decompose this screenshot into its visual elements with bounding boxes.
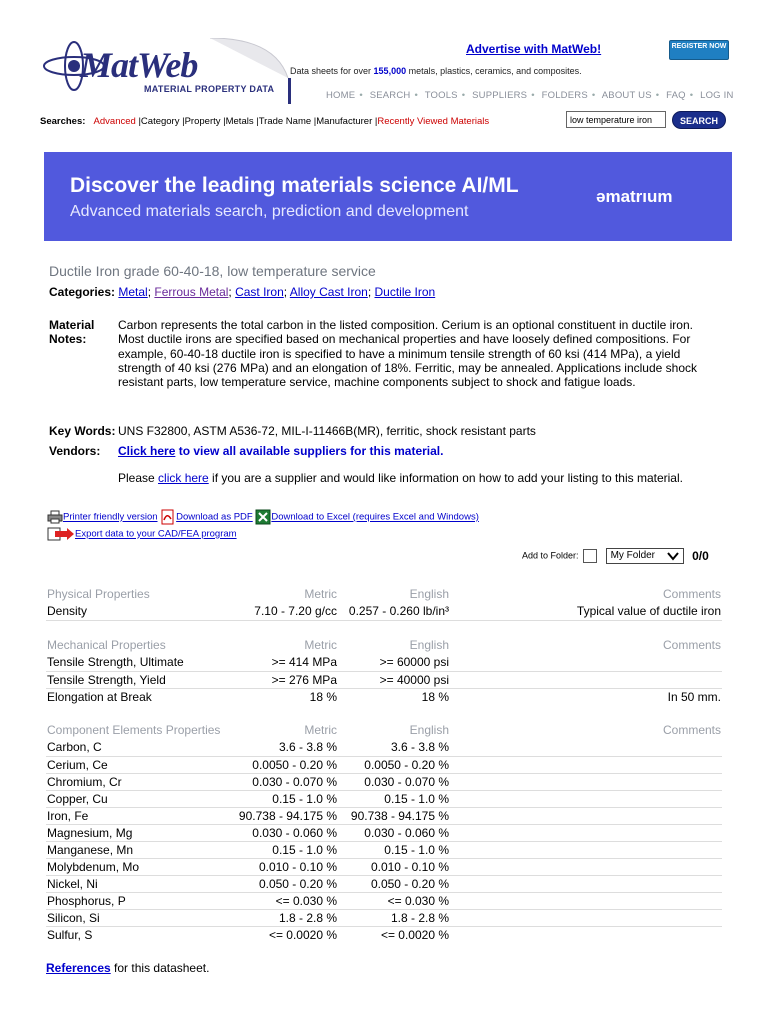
table-row: [46, 875, 722, 892]
export-cad-link[interactable]: Export data to your CAD/FEA program: [75, 528, 237, 540]
nav-home[interactable]: HOME: [326, 90, 356, 101]
english-value: 18 %: [421, 689, 449, 704]
metric-header: Metric: [304, 638, 337, 652]
metric-value: 90.738 - 94.175 %: [224, 807, 338, 824]
material-title: Ductile Iron grade 60-40-18, low temperature service: [49, 263, 376, 279]
printer-icon: [47, 510, 63, 524]
comments-header: Comments: [662, 723, 721, 737]
property-name[interactable]: Elongation at Break: [47, 689, 152, 704]
metric-header: Metric: [304, 587, 337, 601]
comment-value: [450, 756, 722, 773]
search-input[interactable]: [566, 111, 666, 128]
category-link-cast-iron[interactable]: Cast Iron: [235, 285, 284, 299]
metric-value: >= 414 MPa: [224, 654, 338, 671]
english-header: English: [409, 587, 449, 601]
export-cad-row: [47, 527, 237, 541]
element-name: Chromium, Cr: [46, 773, 224, 790]
metric-value: 0.030 - 0.070 %: [224, 773, 338, 790]
material-notes-label: Material Notes:: [49, 318, 95, 346]
comment-value: [450, 841, 722, 858]
table-row: [46, 773, 722, 790]
register-label: REGISTER NOW: [671, 43, 727, 50]
components-header: Component Elements Properties: [47, 723, 221, 737]
keywords-text: UNS F32800, ASTM A536-72, MIL-I-11466B(MR), ferritic, shock resistant parts: [118, 424, 536, 438]
supplier-click-here-link[interactable]: click here: [158, 471, 209, 485]
category-link-alloy-cast-iron[interactable]: Alloy Cast Iron: [289, 285, 368, 299]
nav-tools[interactable]: TOOLS: [424, 90, 458, 101]
search-manufacturer-link[interactable]: Manufacturer: [316, 116, 373, 127]
top-nav: HOME • SEARCH • TOOLS • SUPPLIERS • FOLDERS • ABOUT US • FAQ • LOG IN: [326, 90, 734, 101]
logo-text: MatWeb: [80, 45, 198, 85]
metric-value: 18 %: [309, 689, 337, 704]
material-notes-text: Carbon represents the total carbon in the listed composition. Cerium is an optional constituent in ductile iron. Most ductile irons are specified based on mechanical properties and have loosely defined compositions. For example, 60-40-18 ductile iron is specified to have a minimum tensile strength of 60 ksi (414 MPa), a yield strength of 40 ksi (276 MPa) and an elongation of 18%. Ferritic, may be annealed. Applications include shock resistant parts, low temperature service, machine components subject to shock and fatigue loads.: [118, 318, 698, 390]
search-metals-link[interactable]: Metals: [225, 116, 254, 127]
element-name: Sulfur, S: [47, 927, 93, 942]
search-property-link[interactable]: Property: [184, 116, 221, 127]
comment-value: [450, 926, 722, 943]
comment-value: [450, 654, 722, 671]
banner-subheadline: Advanced materials search, prediction and development: [70, 203, 469, 220]
register-now-button[interactable]: [669, 40, 729, 60]
search-tradename-link[interactable]: Trade Name: [258, 116, 312, 127]
table-row: [46, 671, 722, 688]
comment-value: [450, 824, 722, 841]
element-name: Iron, Fe: [46, 807, 224, 824]
nav-search[interactable]: SEARCH: [369, 90, 411, 101]
comment-value: [450, 790, 722, 807]
search-category-link[interactable]: Category: [140, 116, 180, 127]
category-link-metal[interactable]: Metal: [118, 285, 148, 299]
metric-value: >= 276 MPa: [224, 671, 338, 688]
element-name: Carbon, C: [46, 739, 224, 756]
english-value: <= 0.0020 %: [380, 927, 449, 942]
metric-value: <= 0.030 %: [224, 892, 338, 909]
metric-value: <= 0.0020 %: [268, 927, 337, 942]
property-name[interactable]: Tensile Strength, Ultimate: [46, 654, 224, 671]
table-row: [46, 790, 722, 807]
english-value: >= 40000 psi: [338, 671, 450, 688]
category-link-ductile-iron[interactable]: Ductile Iron: [374, 285, 436, 299]
metric-header: Metric: [304, 723, 337, 737]
printer-friendly-link[interactable]: Printer friendly version: [63, 511, 158, 523]
metric-value: 3.6 - 3.8 %: [224, 739, 338, 756]
metric-value: 0.050 - 0.20 %: [224, 875, 338, 892]
keywords-label: Key Words:: [49, 424, 116, 438]
search-button[interactable]: SEARCH: [672, 111, 726, 129]
metric-value: 1.8 - 2.8 %: [224, 909, 338, 926]
physical-header: Physical Properties: [47, 587, 150, 601]
english-value: 0.15 - 1.0 %: [338, 841, 450, 858]
banner-headline: Discover the leading materials science AI/ML: [70, 174, 519, 197]
component-elements-table: [46, 721, 722, 943]
comment-value: [450, 807, 722, 824]
metric-value: 7.10 - 7.20 g/cc: [224, 603, 338, 620]
folder-select[interactable]: [606, 548, 684, 564]
mechanical-properties-table: [46, 636, 722, 705]
pdf-icon: [160, 509, 176, 525]
chevron-down-icon: [667, 552, 679, 561]
english-value: >= 60000 psi: [338, 654, 450, 671]
english-value: 3.6 - 3.8 %: [338, 739, 450, 756]
table-header-row: [46, 585, 722, 603]
vendors-row: [118, 444, 443, 458]
add-to-folder-checkbox[interactable]: [583, 549, 597, 563]
comment-value: [450, 739, 722, 756]
table-header-row: [46, 636, 722, 654]
matweb-logo[interactable]: [40, 38, 292, 104]
tagline-post: metals, plastics, ceramics, and composites.: [406, 66, 582, 76]
export-tools-row: [47, 509, 479, 525]
table-header-row: [46, 721, 722, 739]
table-row: [46, 739, 722, 756]
comment-value: [450, 875, 722, 892]
vendors-click-here-link[interactable]: Click here: [118, 444, 176, 458]
table-row: [46, 926, 722, 943]
element-name: Phosphorus, P: [46, 892, 224, 909]
tagline-pre: Data sheets for over: [290, 66, 374, 76]
table-row: [46, 909, 722, 926]
add-to-folder-row: [522, 548, 709, 564]
table-row: [46, 841, 722, 858]
element-name: Cerium, Ce: [46, 756, 224, 773]
english-header: English: [409, 723, 449, 737]
add-to-folder-label: Add to Folder:: [522, 550, 579, 561]
advertise-link[interactable]: Advertise with MatWeb!: [466, 42, 602, 56]
element-name: Silicon, Si: [46, 909, 224, 926]
english-header: English: [409, 638, 449, 652]
export-arrow-icon: [47, 527, 75, 541]
table-row: [46, 654, 722, 671]
comments-header: Comments: [662, 587, 721, 601]
english-value: 0.050 - 0.20 %: [338, 875, 450, 892]
download-pdf-link[interactable]: Download as PDF: [176, 511, 253, 523]
english-value: 0.0050 - 0.20 %: [338, 756, 450, 773]
english-value: <= 0.030 %: [338, 892, 450, 909]
property-name[interactable]: Density: [46, 603, 224, 620]
supplier-info-row: [118, 471, 683, 485]
metric-value: 0.010 - 0.10 %: [224, 858, 338, 875]
english-value: 1.8 - 2.8 %: [338, 909, 450, 926]
physical-properties-table: [46, 585, 722, 621]
english-value: 0.030 - 0.070 %: [338, 773, 450, 790]
vendors-label: Vendors:: [49, 444, 101, 458]
table-row: [46, 603, 722, 620]
metric-value: 0.030 - 0.060 %: [224, 824, 338, 841]
element-name: Nickel, Ni: [46, 875, 224, 892]
element-name: Manganese, Mn: [46, 841, 224, 858]
table-row: [46, 756, 722, 773]
category-link-ferrous-metal[interactable]: Ferrous Metal: [154, 285, 229, 299]
folder-select-value: My Folder: [610, 550, 656, 561]
search-recent-link[interactable]: Recently Viewed Materials: [377, 116, 490, 127]
comment-value: [450, 671, 722, 688]
table-row: [46, 807, 722, 824]
nav-faq[interactable]: FAQ: [666, 90, 686, 101]
table-row: [46, 688, 722, 705]
searches-label: Searches:: [40, 116, 86, 127]
vendors-text: to view all available suppliers for this material.: [175, 444, 444, 458]
references-link[interactable]: References: [46, 961, 111, 975]
search-links-bar: Searches: Advanced |Category |Property |Metals |Trade Name |Manufacturer |Recently Viewed Materials: [40, 116, 490, 127]
comment-value: [450, 858, 722, 875]
comment-value: Typical value of ductile iron: [450, 603, 722, 620]
english-value: 0.257 - 0.260 lb/in³: [338, 603, 450, 620]
ad-banner[interactable]: [44, 152, 732, 241]
comment-value: [450, 773, 722, 790]
element-name: Molybdenum, Mo: [46, 858, 224, 875]
tagline-count: 155,000: [373, 66, 407, 76]
comment-value: In 50 mm.: [667, 689, 721, 704]
references-row: [46, 961, 209, 975]
download-excel-link[interactable]: Download to Excel (requires Excel and Windows): [271, 511, 479, 523]
folder-count: 0/0: [692, 549, 709, 563]
english-value: 90.738 - 94.175 %: [338, 807, 450, 824]
logo-subtitle: MATERIAL PROPERTY DATA: [144, 84, 275, 94]
english-value: 0.030 - 0.060 %: [338, 824, 450, 841]
references-text: for this datasheet.: [110, 961, 210, 975]
comments-header: Comments: [662, 638, 721, 652]
site-tagline: [290, 66, 582, 76]
english-value: 0.010 - 0.10 %: [338, 858, 450, 875]
categories-row: Categories: Metal; Ferrous Metal; Cast Iron; Alloy Cast Iron; Ductile Iron: [49, 285, 436, 299]
property-name[interactable]: Tensile Strength, Yield: [46, 671, 224, 688]
metric-value: 0.0050 - 0.20 %: [224, 756, 338, 773]
categories-label: Categories:: [49, 285, 116, 299]
please-post: if you are a supplier and would like information on how to add your listing to this material.: [208, 471, 683, 485]
element-name: Magnesium, Mg: [46, 824, 224, 841]
metric-value: 0.15 - 1.0 %: [224, 841, 338, 858]
english-value: 0.15 - 1.0 %: [338, 790, 450, 807]
comment-value: [450, 892, 722, 909]
nav-folders[interactable]: FOLDERS: [541, 90, 588, 101]
banner-brand-logo: əmatrıum: [596, 187, 673, 206]
metric-value: 0.15 - 1.0 %: [224, 790, 338, 807]
nav-about-us[interactable]: ABOUT US: [601, 90, 652, 101]
mechanical-header: Mechanical Properties: [47, 638, 166, 652]
nav-suppliers[interactable]: SUPPLIERS: [472, 90, 528, 101]
search-advanced-link[interactable]: Advanced: [93, 116, 136, 127]
table-row: [46, 824, 722, 841]
table-row: [46, 858, 722, 875]
excel-icon: [255, 509, 271, 525]
table-row: [46, 892, 722, 909]
logo-divider: [288, 78, 291, 104]
comment-value: [450, 909, 722, 926]
please-pre: Please: [118, 471, 159, 485]
element-name: Copper, Cu: [46, 790, 224, 807]
nav-log-in[interactable]: LOG IN: [700, 90, 734, 101]
